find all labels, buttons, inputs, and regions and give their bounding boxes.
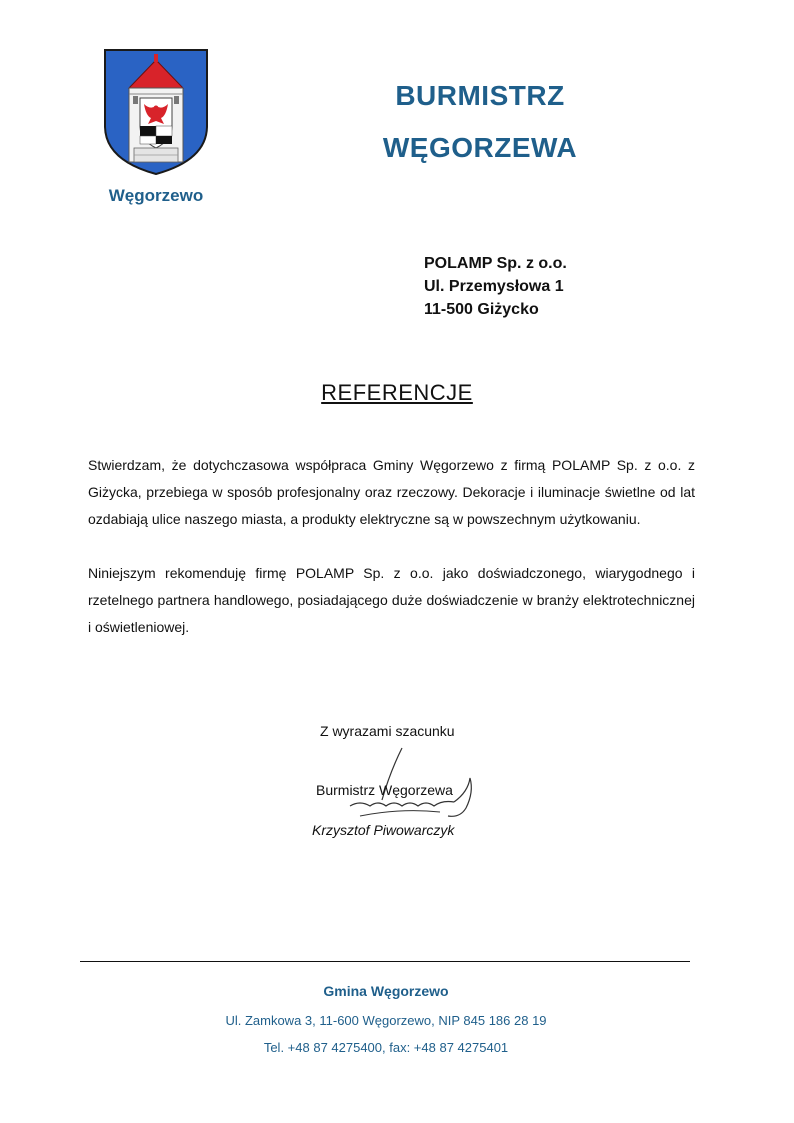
signatory-name: Krzysztof Piwowarczyk [312,822,455,838]
issuer-line-1: BURMISTRZ [395,80,565,111]
closing-phrase: Z wyrazami szacunku [320,723,455,739]
recipient-address [424,252,567,321]
footer-address: Ul. Zamkowa 3, 11-600 Węgorzewo, NIP 845 186 28 19 [225,1013,547,1028]
footer-divider [80,961,690,962]
document-title: REFERENCJE [321,380,473,405]
body-paragraph-2: Niniejszym rekomenduję firmę POLAMP Sp. z o.o. jako doświadczonego, wiarygodnego i rzetelnego partnera handlowego, posiadającego duże doświadczenie w branży elektrotechnicznej i oświetleniowej. [88,565,695,635]
footer-contact: Tel. +48 87 4275400, fax: +48 87 4275401 [263,1040,509,1055]
recipient-street: Ul. Przemysłowa 1 [424,278,564,295]
recipient-company: POLAMP Sp. z o.o. [424,255,567,272]
issuer-heading [360,70,600,174]
recipient-city: 11-500 Giżycko [424,301,539,318]
coat-of-arms [103,48,209,176]
body-paragraph-1: Stwierdzam, że dotychczasowa współpraca Gminy Węgorzewo z firmą POLAMP Sp. z o.o. z Giżycka, przebiega w sposób profesjonalny oraz rzeczowy. Dekoracje i iluminacje świetlne od lat ozdabiają ulice naszego miasta, a produkty elektryczne są w powszechnym użytkowaniu. [88,457,695,527]
footer-organization: Gmina Węgorzewo [323,983,449,999]
issuer-line-2: WĘGORZEWA [382,132,578,163]
signatory-title: Burmistrz Węgorzewa [316,782,453,798]
crest-caption: Węgorzewo [108,186,204,205]
